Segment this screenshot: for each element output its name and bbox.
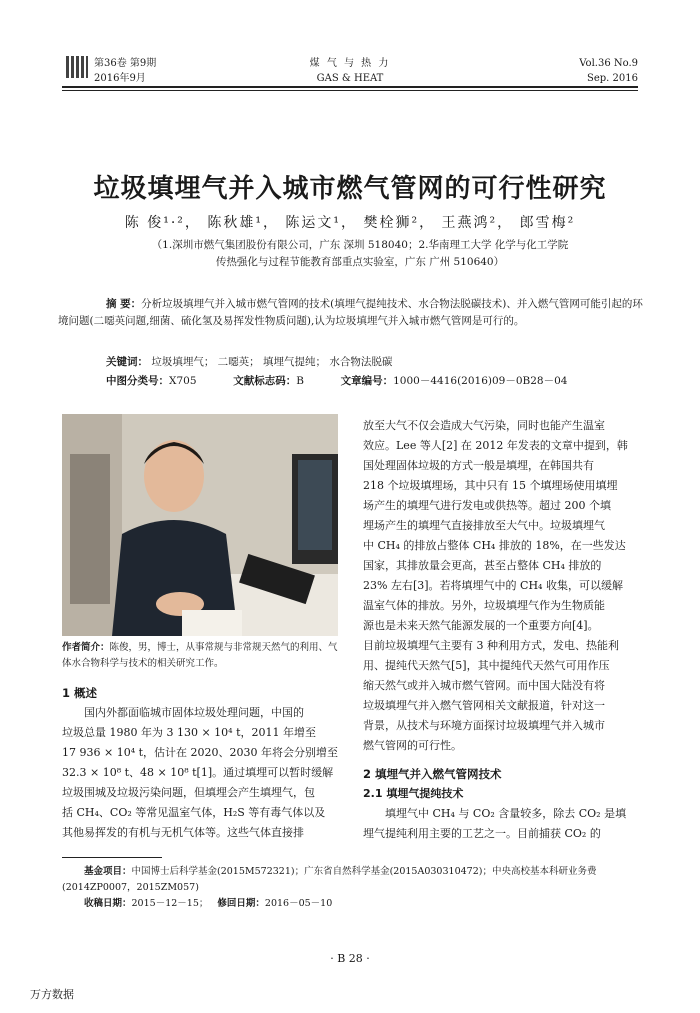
author-photo: [62, 414, 338, 636]
header-rule: [62, 86, 638, 88]
section-2-heading: 2 填埋气并入燃气管网技术: [363, 767, 502, 781]
right-body-text-2: 填埋气中 CH₄ 与 CO₂ 含量较多，除去 CO₂ 是填 埋气提纯利用主要的工艺之一。目前捕获 CO₂ 的: [363, 807, 627, 840]
section-2-1-heading: 2.1 填埋气提纯技术: [363, 787, 464, 800]
footnote-rule: [62, 857, 162, 858]
watermark: 万方数据: [30, 988, 74, 1001]
keywords: 关键词： 垃圾填埋气； 二噁英； 填埋气提纯； 水合物法脱碳: [106, 356, 393, 368]
author-list: 陈 俊¹·²， 陈秋雄¹， 陈运文¹， 樊栓狮²， 王燕鸿²， 郎雪梅²: [124, 215, 576, 231]
header-issue: 第36卷 第9期 2016年9月: [94, 58, 157, 84]
funding-note: 基金项目：中国博士后科学基金(2015M572321)；广东省自然科学基金(2015A030310472)；中央高校基本科研业务费(2014ZP0007，2015ZM057) 收稿日期：2015－12－15； 修回日期：2016－05－10: [62, 866, 597, 909]
header-volume: Vol.36 No.9 Sep. 2016: [579, 58, 638, 84]
paper-title: 垃圾填埋气并入城市燃气管网的可行性研究: [93, 174, 607, 204]
left-body-text: 国内外都面临城市固体垃圾处理问题，中国的 垃圾总量 1980 年为 3 130 × 10⁴ t，2011 年增至 17 936 × 10⁴ t，估计在 2020、2030 年将会分别增至 32.3 × 10⁸ t、48 × 10⁸ t[1]。通过填埋可以暂时缓解 垃圾围城及垃圾污染问题，但填埋会产生填埋气，包 括 CH₄、CO₂ 等常见温室气体，H₂S 等有毒气体以及 其他易挥发的有机与无机气体等。这些气体直接排: [62, 706, 339, 839]
author-bio: 作者简介：陈俊，男，博士，从事常规与非常规天然气的利用、气体水合物科学与技术的相关研究工作。: [62, 642, 338, 669]
header-journal: 煤 气 与 热 力 GAS & HEAT: [309, 58, 391, 84]
author-photo-image: [62, 414, 338, 636]
page-number: · B 28 ·: [330, 952, 370, 965]
header-rule-thin: [62, 90, 638, 91]
abstract: 摘 要：分析垃圾填埋气并入城市燃气管网的技术(填埋气提纯技术、水合物法脱碳技术)、并入燃气管网可能引起的环境问题(二噁英问题,细菌、硫化氢及易挥发性物质问题),认为垃圾填埋气并入城市燃气管网是可行的。: [58, 298, 643, 327]
right-body-text: 放至大气不仅会造成大气污染，同时也能产生温室 效应。Lee 等人[2] 在 2012 年发表的文章中提到，韩 国处理固体垃圾的方式一般是填埋，在韩国共有 218 个垃圾填埋场，其中只有 15 个填埋场使用填埋 场产生的填埋气进行发电或供热等。超过 200 个填 埋场产生的填埋气直接排放至大气中。垃圾填埋气 中 CH₄ 的排放占整体 CH₄ 排放的 18%，在一些发达 国家，其排放量会更高，甚至占整体 CH₄ 排放的 23% 左右[3]。若将填埋气中的 CH₄ 收集，可以缓解 温室气体的排放。另外，垃圾填埋气作为生物质能 源也是未来天然气能源发展的一个重要方向[4]。 目前垃圾填埋气主要有 3 种利用方式，发电、热能利 用、提纯代天然气[5]，其中提纯代天然气可用作压 缩天然气或并入城市燃气管网。而中国大陆没有将 垃圾填埋气并入燃气管网相关文献报道，针对这一 背景，从技术与环境方面探讨垃圾填埋气并入城市 燃气管网的可行性。: [363, 419, 628, 752]
classification-line: 中图分类号：X705 文献标志码：B 文章编号：1000－4416(2016)09－0B28－04: [106, 375, 568, 387]
affiliations: （1.深圳市燃气集团股份有限公司，广东 深圳 518040；2.华南理工大学 化学与化工学院 传热强化与过程节能教育部重点实验室，广东 广州 510640）: [151, 239, 569, 268]
section-1-heading: 1 概述: [62, 686, 98, 700]
